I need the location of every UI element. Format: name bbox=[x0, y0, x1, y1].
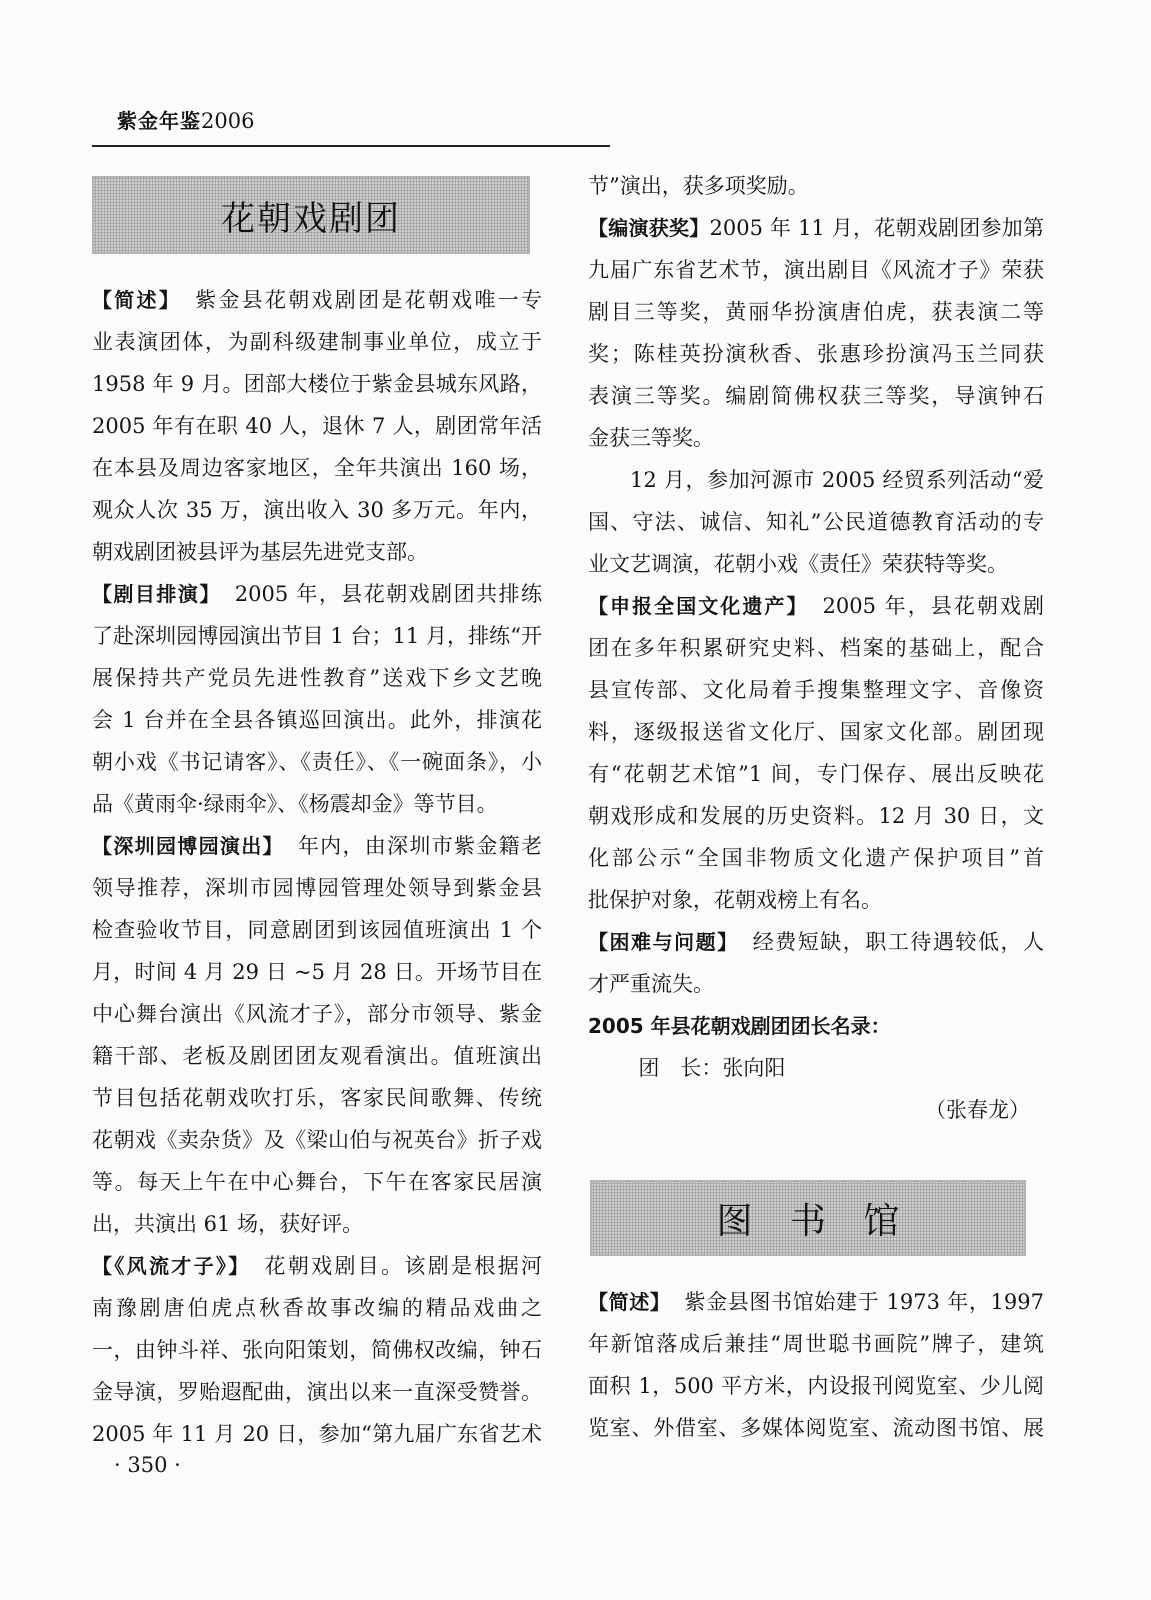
text-line: 2005 年有在职 40 人，退休 7 人，剧团常年活 bbox=[92, 414, 542, 438]
text-line: 县宣传部、文化局着手搜集整理文字、音像资 bbox=[588, 678, 1044, 702]
entry-label: 【剧目排演】 bbox=[92, 582, 221, 606]
text-line: 一，由钟斗祥、张向阳策划，简佛权改编，钟石 bbox=[92, 1338, 542, 1362]
section-title: 图 书 馆 bbox=[716, 1200, 900, 1242]
text-line: 批保护对象，花朝戏榜上有名。 bbox=[588, 888, 882, 912]
text-line: 朝戏形成和发展的历史资料。12 月 30 日，文 bbox=[588, 804, 1044, 828]
text-line: 12 月，参加河源市 2005 经贸系列活动“爱 bbox=[630, 468, 1044, 492]
text-segment: 经费短缺，职工待遇较低，人 bbox=[752, 930, 1044, 954]
text-line bbox=[92, 279, 542, 321]
text-line: 朝小戏《书记请客》、《责任》、《一碗面条》，小 bbox=[92, 750, 542, 774]
entry-label: 【简述】 bbox=[92, 288, 182, 312]
header-rule bbox=[92, 145, 610, 147]
section-title: 花朝戏剧团 bbox=[221, 198, 401, 239]
text-line: 才严重流失。 bbox=[588, 972, 714, 996]
text-segment: 2005 年，县花朝戏剧 bbox=[822, 594, 1044, 618]
right-column bbox=[588, 165, 1044, 1131]
text-line: 金导演，罗贻遐配曲，演出以来一直深受赞誉。 bbox=[92, 1380, 542, 1404]
text-segment: 紫金县花朝戏剧团是花朝戏唯一专 bbox=[195, 288, 542, 312]
section-header-library bbox=[590, 1180, 1026, 1256]
text-line: 节目包括花朝戏吹打乐，客家民间歌舞、传统 bbox=[92, 1086, 542, 1110]
text-line bbox=[588, 921, 1044, 963]
text-segment: 2005 年 11 月，花朝戏剧团参加第 bbox=[709, 216, 1044, 240]
text-line: 南豫剧唐伯虎点秋香故事改编的精品戏曲之 bbox=[92, 1296, 542, 1320]
text-line: 了赴深圳园博园演出节目 1 台；11 月，排练“开 bbox=[92, 624, 542, 648]
text-line: 观众人次 35 万，演出收入 30 多万元。年内， bbox=[92, 498, 542, 522]
entry-label: 【申报全国文化遗产】 bbox=[588, 594, 809, 618]
text-line: 九届广东省艺术节，演出剧目《风流才子》荣获 bbox=[588, 258, 1044, 282]
roster-heading: 2005 年县花朝戏剧团团长名录： bbox=[588, 1014, 891, 1038]
yearbook-year: 2006 bbox=[201, 109, 255, 133]
section-header-theatre bbox=[92, 176, 530, 254]
text-line bbox=[92, 825, 542, 867]
text-line: 检查验收节目，同意剧团到该园值班演出 1 个 bbox=[92, 918, 542, 942]
text-line: 中心舞台演出《风流才子》，部分市领导、紫金 bbox=[92, 1002, 542, 1026]
text-line: 节”演出，获多项奖励。 bbox=[588, 174, 809, 198]
text-segment: 紫金县图书馆始建于 1973 年，1997 bbox=[684, 1290, 1044, 1314]
left-column bbox=[92, 279, 542, 1455]
text-line: 剧目三等奖，黄丽华扮演唐伯虎，获表演二等 bbox=[588, 300, 1044, 324]
text-line: 朝戏剧团被县评为基层先进党支部。 bbox=[92, 540, 428, 564]
text-line: 年新馆落成后兼挂“周世聪书画院”牌子，建筑 bbox=[588, 1332, 1044, 1356]
text-line bbox=[588, 207, 1044, 249]
text-line: 出，共演出 61 场，获好评。 bbox=[92, 1212, 364, 1236]
text-line bbox=[588, 1281, 1044, 1323]
text-segment: 花朝戏剧目。该剧是根据河 bbox=[264, 1254, 542, 1278]
entry-label: 【《风流才子》】 bbox=[92, 1254, 251, 1278]
text-line: 团在多年积累研究史料、档案的基础上，配合 bbox=[588, 636, 1044, 660]
entry-label: 【深圳园博园演出】 bbox=[92, 834, 284, 858]
text-segment: 年内，由深圳市紫金籍老 bbox=[297, 834, 542, 858]
running-head bbox=[117, 107, 254, 135]
text-line: 业表演团体，为副科级建制事业单位，成立于 bbox=[92, 330, 542, 354]
text-line: 业文艺调演，花朝小戏《责任》荣获特等奖。 bbox=[588, 552, 1008, 576]
entry-label: 【困难与问题】 bbox=[588, 930, 739, 954]
text-line: 金获三等奖。 bbox=[588, 426, 714, 450]
text-line: 国、守法、诚信、知礼”公民道德教育活动的专 bbox=[588, 510, 1044, 534]
text-line bbox=[92, 573, 542, 615]
author-credit: （张春龙） bbox=[925, 1098, 1030, 1122]
text-line: 览室、外借室、多媒体阅览室、流动图书馆、展 bbox=[588, 1416, 1044, 1440]
text-line: 有“花朝艺术馆”1 间，专门保存、展出反映花 bbox=[588, 762, 1044, 786]
text-line: 奖；陈桂英扮演秋香、张惠珍扮演冯玉兰同获 bbox=[588, 342, 1044, 366]
entry-label: 【编演获奖】 bbox=[588, 216, 710, 240]
text-line: 面积 1，500 平方米，内设报刊阅览室、少儿阅 bbox=[588, 1374, 1044, 1398]
text-line: 会 1 台并在全县各镇巡回演出。此外，排演花 bbox=[92, 708, 542, 732]
text-line: 展保持共产党员先进性教育”送戏下乡文艺晚 bbox=[92, 666, 542, 690]
text-line: 化部公示“全国非物质文化遗产保护项目”首 bbox=[588, 846, 1044, 870]
text-line: 品《黄雨伞·绿雨伞》、《杨震却金》等节目。 bbox=[92, 792, 498, 816]
text-line: 在本县及周边客家地区，全年共演出 160 场， bbox=[92, 456, 542, 480]
roster-entry: 团 长：张向阳 bbox=[638, 1056, 786, 1080]
text-line: 表演三等奖。编剧简佛权获三等奖，导演钟石 bbox=[588, 384, 1044, 408]
text-line: 月，时间 4 月 29 日 ~5 月 28 日。开场节目在 bbox=[92, 960, 542, 984]
text-line: 料，逐级报送省文化厅、国家文化部。剧团现 bbox=[588, 720, 1044, 744]
text-line: 等。每天上午在中心舞台，下午在客家民居演 bbox=[92, 1170, 542, 1194]
text-line: 2005 年 11 月 20 日，参加“第九届广东省艺术 bbox=[92, 1422, 542, 1446]
text-line: 花朝戏《卖杂货》及《梁山伯与祝英台》折子戏 bbox=[92, 1128, 542, 1152]
text-line: 籍干部、老板及剧团团友观看演出。值班演出 bbox=[92, 1044, 542, 1068]
text-line bbox=[588, 585, 1044, 627]
text-line: 1958 年 9 月。团部大楼位于紫金县城东风路， bbox=[92, 372, 542, 396]
yearbook-title: 紫金年鉴 bbox=[117, 109, 201, 133]
text-line bbox=[92, 1245, 542, 1287]
text-line: 领导推荐，深圳市园博园管理处领导到紫金县 bbox=[92, 876, 542, 900]
entry-label: 【简述】 bbox=[588, 1290, 671, 1314]
library-column bbox=[588, 1281, 1044, 1449]
page-number: · 350 · bbox=[114, 1453, 181, 1477]
text-segment: 2005 年，县花朝戏剧团共排练 bbox=[234, 582, 542, 606]
